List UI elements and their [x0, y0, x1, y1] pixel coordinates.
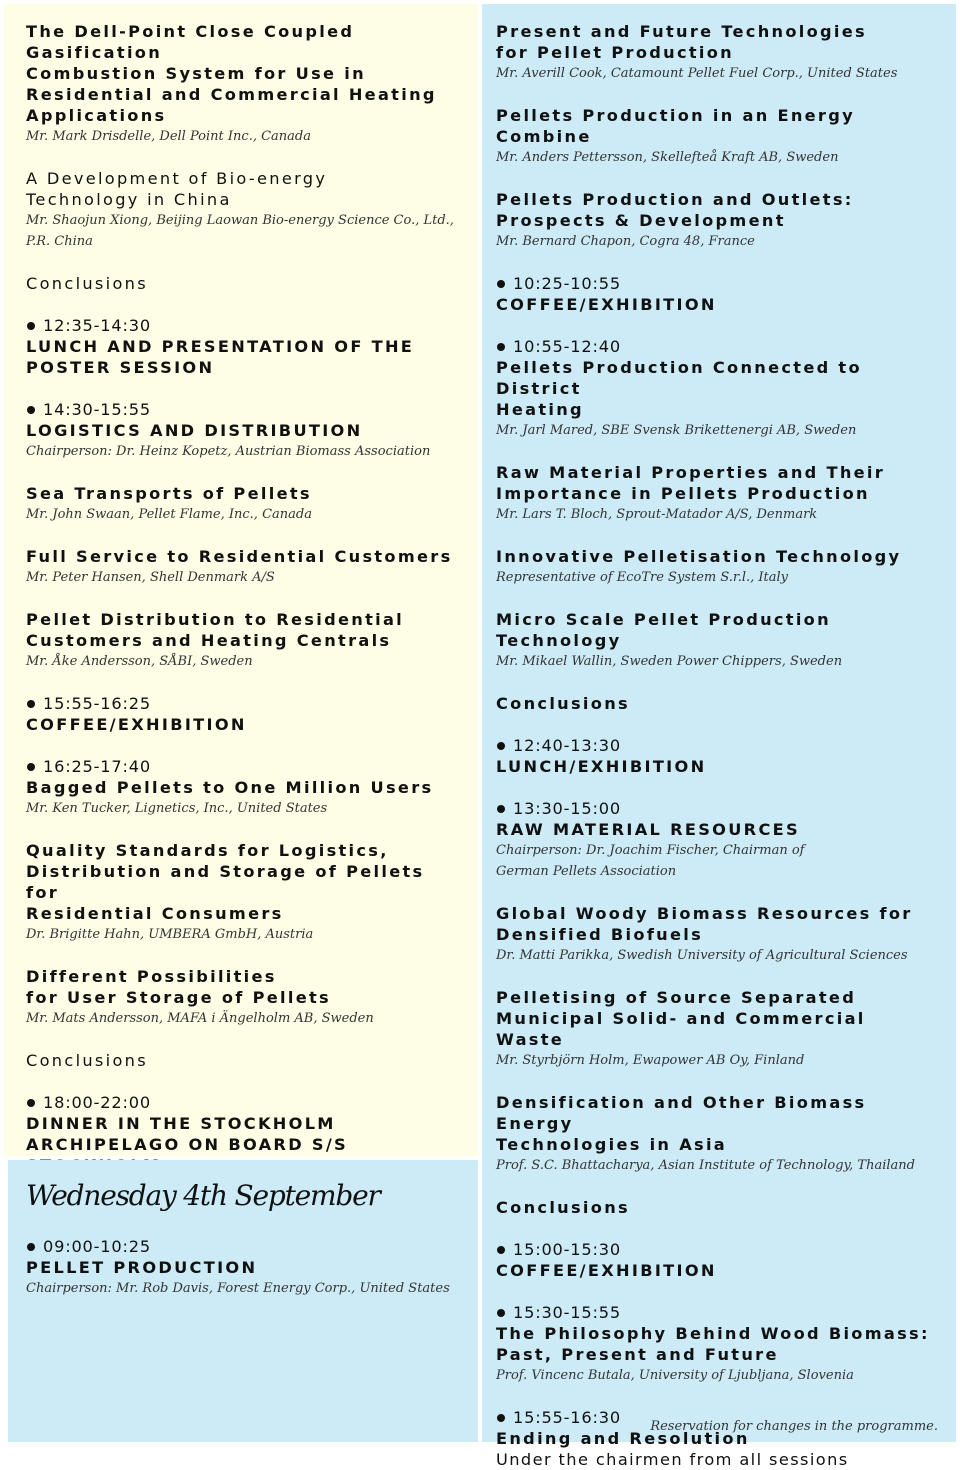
time-slot: 15:55-16:25 [26, 693, 458, 714]
speaker: Dr. Brigitte Hahn, UMBERA GmbH, Austria [26, 927, 314, 942]
bullet-icon [27, 1099, 35, 1107]
chairperson: Chairperson: Dr. Joachim Fischer, Chairman of German Pellets Association [496, 843, 805, 879]
session-title: Micro Scale Pellet Production Technology [496, 610, 831, 650]
bullet-icon [497, 1414, 505, 1422]
bullet-icon [497, 280, 505, 288]
wednesday-panel [8, 1160, 478, 1442]
bullet-icon [27, 322, 35, 330]
bullet-icon [497, 1309, 505, 1317]
session-title: A Development of Bio-energy Technology in China [26, 169, 328, 209]
speaker: Mr. Shaojun Xiong, Beijing Laowan Bio-energy Science Co., Ltd., P.R. China [26, 213, 454, 249]
section-title: LOGISTICS AND DISTRIBUTION [26, 421, 363, 440]
speaker: Mr. John Swaan, Pellet Flame, Inc., Canada [26, 507, 312, 522]
time-slot: 18:00-22:00 [26, 1092, 458, 1113]
time-slot: 15:00-15:30 [496, 1239, 940, 1260]
section-title: PELLET PRODUCTION [26, 1258, 258, 1277]
speaker: Mr. Åke Andersson, SÅBI, Sweden [26, 654, 253, 669]
session-title: Present and Future Technologies for Pellet Production [496, 22, 867, 62]
speaker: Mr. Mark Drisdelle, Dell Point Inc., Canada [26, 129, 311, 144]
speaker: Dr. Matti Parikka, Swedish University of Agricultural Sciences [496, 948, 908, 963]
time-slot: 12:40-13:30 [496, 735, 940, 756]
break-title: COFFEE/EXHIBITION [26, 715, 247, 734]
session-title: Innovative Pelletisation Technology [496, 547, 902, 566]
speaker: Mr. Mats Andersson, MAFA i Ängelholm AB, Sweden [26, 1011, 374, 1026]
conclusions: Conclusions [26, 1051, 148, 1070]
session-title: The Philosophy Behind Wood Biomass: Past, Present and Future [496, 1324, 930, 1364]
break-title: COFFEE/EXHIBITION [496, 295, 717, 314]
session-title: Raw Material Properties and Their Importance in Pellets Production [496, 463, 886, 503]
time-slot: 10:55-12:40 [496, 336, 940, 357]
speaker: Mr. Mikael Wallin, Sweden Power Chippers, Sweden [496, 654, 843, 669]
bullet-icon [497, 805, 505, 813]
speaker: Prof. Vincenc Butala, University of Ljubljana, Slovenia [496, 1368, 854, 1383]
bullet-icon [27, 1243, 35, 1251]
chairperson: Chairperson: Dr. Heinz Kopetz, Austrian Biomass Association [26, 444, 431, 459]
session-title: Pellet Distribution to Residential Customers and Heating Centrals [26, 610, 405, 650]
time-slot: 14:30-15:55 [26, 399, 458, 420]
speaker: Mr. Peter Hansen, Shell Denmark A/S [26, 570, 275, 585]
bullet-icon [497, 1246, 505, 1254]
speaker: Mr. Ken Tucker, Lignetics, Inc., United States [26, 801, 328, 816]
break-title: COFFEE/EXHIBITION [496, 1261, 717, 1280]
session-title: Global Woody Biomass Resources for Densified Biofuels [496, 904, 913, 944]
session-title: Pellets Production in an Energy Combine [496, 106, 855, 146]
day-heading: Wednesday 4th September [26, 1179, 380, 1212]
session-title: Bagged Pellets to One Million Users [26, 778, 434, 797]
time-slot: 15:55-16:30 [496, 1407, 940, 1428]
right-column [482, 4, 956, 1469]
time-slot: 09:00-10:25 [26, 1236, 462, 1257]
chairperson: Chairperson: Mr. Rob Davis, Forest Energy Corp., United States [26, 1281, 450, 1296]
break-title: DINNER IN THE STOCKHOLM ARCHIPELAGO ON BOARD S/S [26, 1114, 348, 1154]
speaker: Mr. Averill Cook, Catamount Pellet Fuel Corp., United States [496, 66, 898, 81]
section-title: RAW MATERIAL RESOURCES [496, 820, 800, 839]
session-title: Sea Transports of Pellets [26, 484, 312, 503]
speaker: Prof. S.C. Bhattacharya, Asian Institute of Technology, Thailand [496, 1158, 915, 1173]
session-title: Pelletising of Source Separated Municipal Solid- and Commercial Waste [496, 988, 866, 1049]
session-title: Pellets Production and Outlets: Prospects & Development [496, 190, 854, 230]
conclusions: Conclusions [496, 1198, 630, 1217]
conclusions: Conclusions [496, 694, 630, 713]
session-title: Quality Standards for Logistics, Distribution and Storage of Pellets for Residential Consumers [26, 841, 425, 923]
break-title: LUNCH/EXHIBITION [496, 757, 707, 776]
speaker: Mr. Lars T. Bloch, Sprout-Matador A/S, Denmark [496, 507, 818, 522]
break-title: LUNCH AND PRESENTATION OF THE POSTER SESSION [26, 337, 415, 377]
footnote: Reservation for changes in the programme. [650, 1419, 938, 1434]
time-slot: 13:30-15:00 [496, 798, 940, 819]
bullet-icon [27, 700, 35, 708]
closing-note: Under the chairmen from all sessions [496, 1450, 849, 1469]
speaker: Mr. Styrbjörn Holm, Ewapower AB Oy, Finland [496, 1053, 805, 1068]
speaker: Representative of EcoTre System S.r.l., Italy [496, 570, 789, 585]
speaker: Mr. Anders Pettersson, Skellefteå Kraft AB, Sweden [496, 150, 839, 165]
bullet-icon [497, 742, 505, 750]
time-slot: 15:30-15:55 [496, 1302, 940, 1323]
session-title: The Dell-Point Close Coupled Gasification Combustion System for Use in Residential and Commercial Heating Applications [26, 22, 437, 125]
time-slot: 12:35-14:30 [26, 315, 458, 336]
time-slot: 16:25-17:40 [26, 756, 458, 777]
time-slot: 10:25-10:55 [496, 273, 940, 294]
session-title: Ending and Resolution [496, 1429, 750, 1448]
speaker: Mr. Jarl Mared, SBE Svensk Brikettenergi AB, Sweden [496, 423, 857, 438]
session-title: Different Possibilities for User Storage of Pellets [26, 967, 331, 1007]
session-title: Densification and Other Biomass Energy Technologies in Asia [496, 1093, 867, 1154]
session-title: Pellets Production Connected to District Heating [496, 358, 862, 419]
session-title: Full Service to Residential Customers [26, 547, 453, 566]
speaker: Mr. Bernard Chapon, Cogra 48, France [496, 234, 755, 249]
left-column [4, 4, 478, 1156]
conclusions: Conclusions [26, 274, 148, 293]
bullet-icon [497, 343, 505, 351]
bullet-icon [27, 763, 35, 771]
bullet-icon [27, 406, 35, 414]
